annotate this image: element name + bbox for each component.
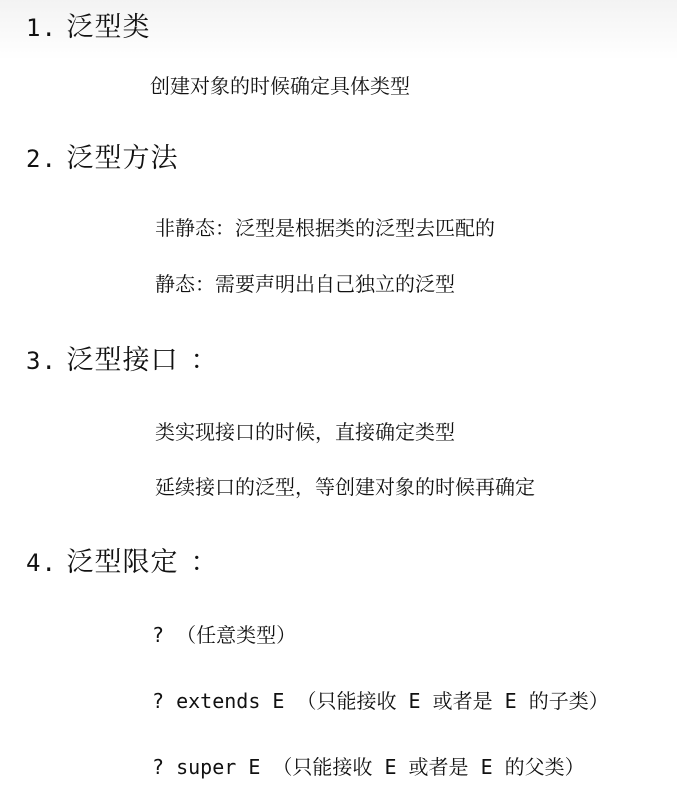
section-4-title: 泛型限定: [66, 547, 179, 578]
section-4-colon: ：: [190, 547, 219, 578]
section-1-heading: [26, 11, 151, 45]
section-4-heading: [26, 546, 219, 580]
section-4-number: 4.: [26, 549, 57, 577]
section-3-number: 3.: [26, 347, 57, 375]
section-1-title: 泛型类: [66, 12, 151, 43]
section-3-colon: ：: [190, 345, 219, 376]
section-1-line-1: 创建对象的时候确定具体类型: [150, 74, 410, 98]
section-3-heading: [26, 344, 219, 378]
section-4-line-1: ? （任意类型）: [152, 623, 297, 647]
section-4-line-3: ? super E （只能接收 E 或者是 E 的父类）: [152, 755, 585, 779]
section-3-line-1: 类实现接口的时候，直接确定类型: [155, 420, 455, 444]
section-1-number: 1.: [26, 14, 57, 42]
section-3-title: 泛型接口: [66, 345, 179, 376]
section-2-title: 泛型方法: [66, 143, 179, 174]
section-3-line-2: 延续接口的泛型，等创建对象的时候再确定: [155, 475, 535, 499]
section-2-line-1: 非静态：泛型是根据类的泛型去匹配的: [155, 216, 495, 240]
section-2-number: 2.: [26, 145, 57, 173]
section-4-line-2: ? extends E （只能接收 E 或者是 E 的子类）: [152, 689, 609, 713]
section-2-heading: [26, 142, 179, 176]
section-2-line-2: 静态：需要声明出自己独立的泛型: [155, 272, 455, 296]
